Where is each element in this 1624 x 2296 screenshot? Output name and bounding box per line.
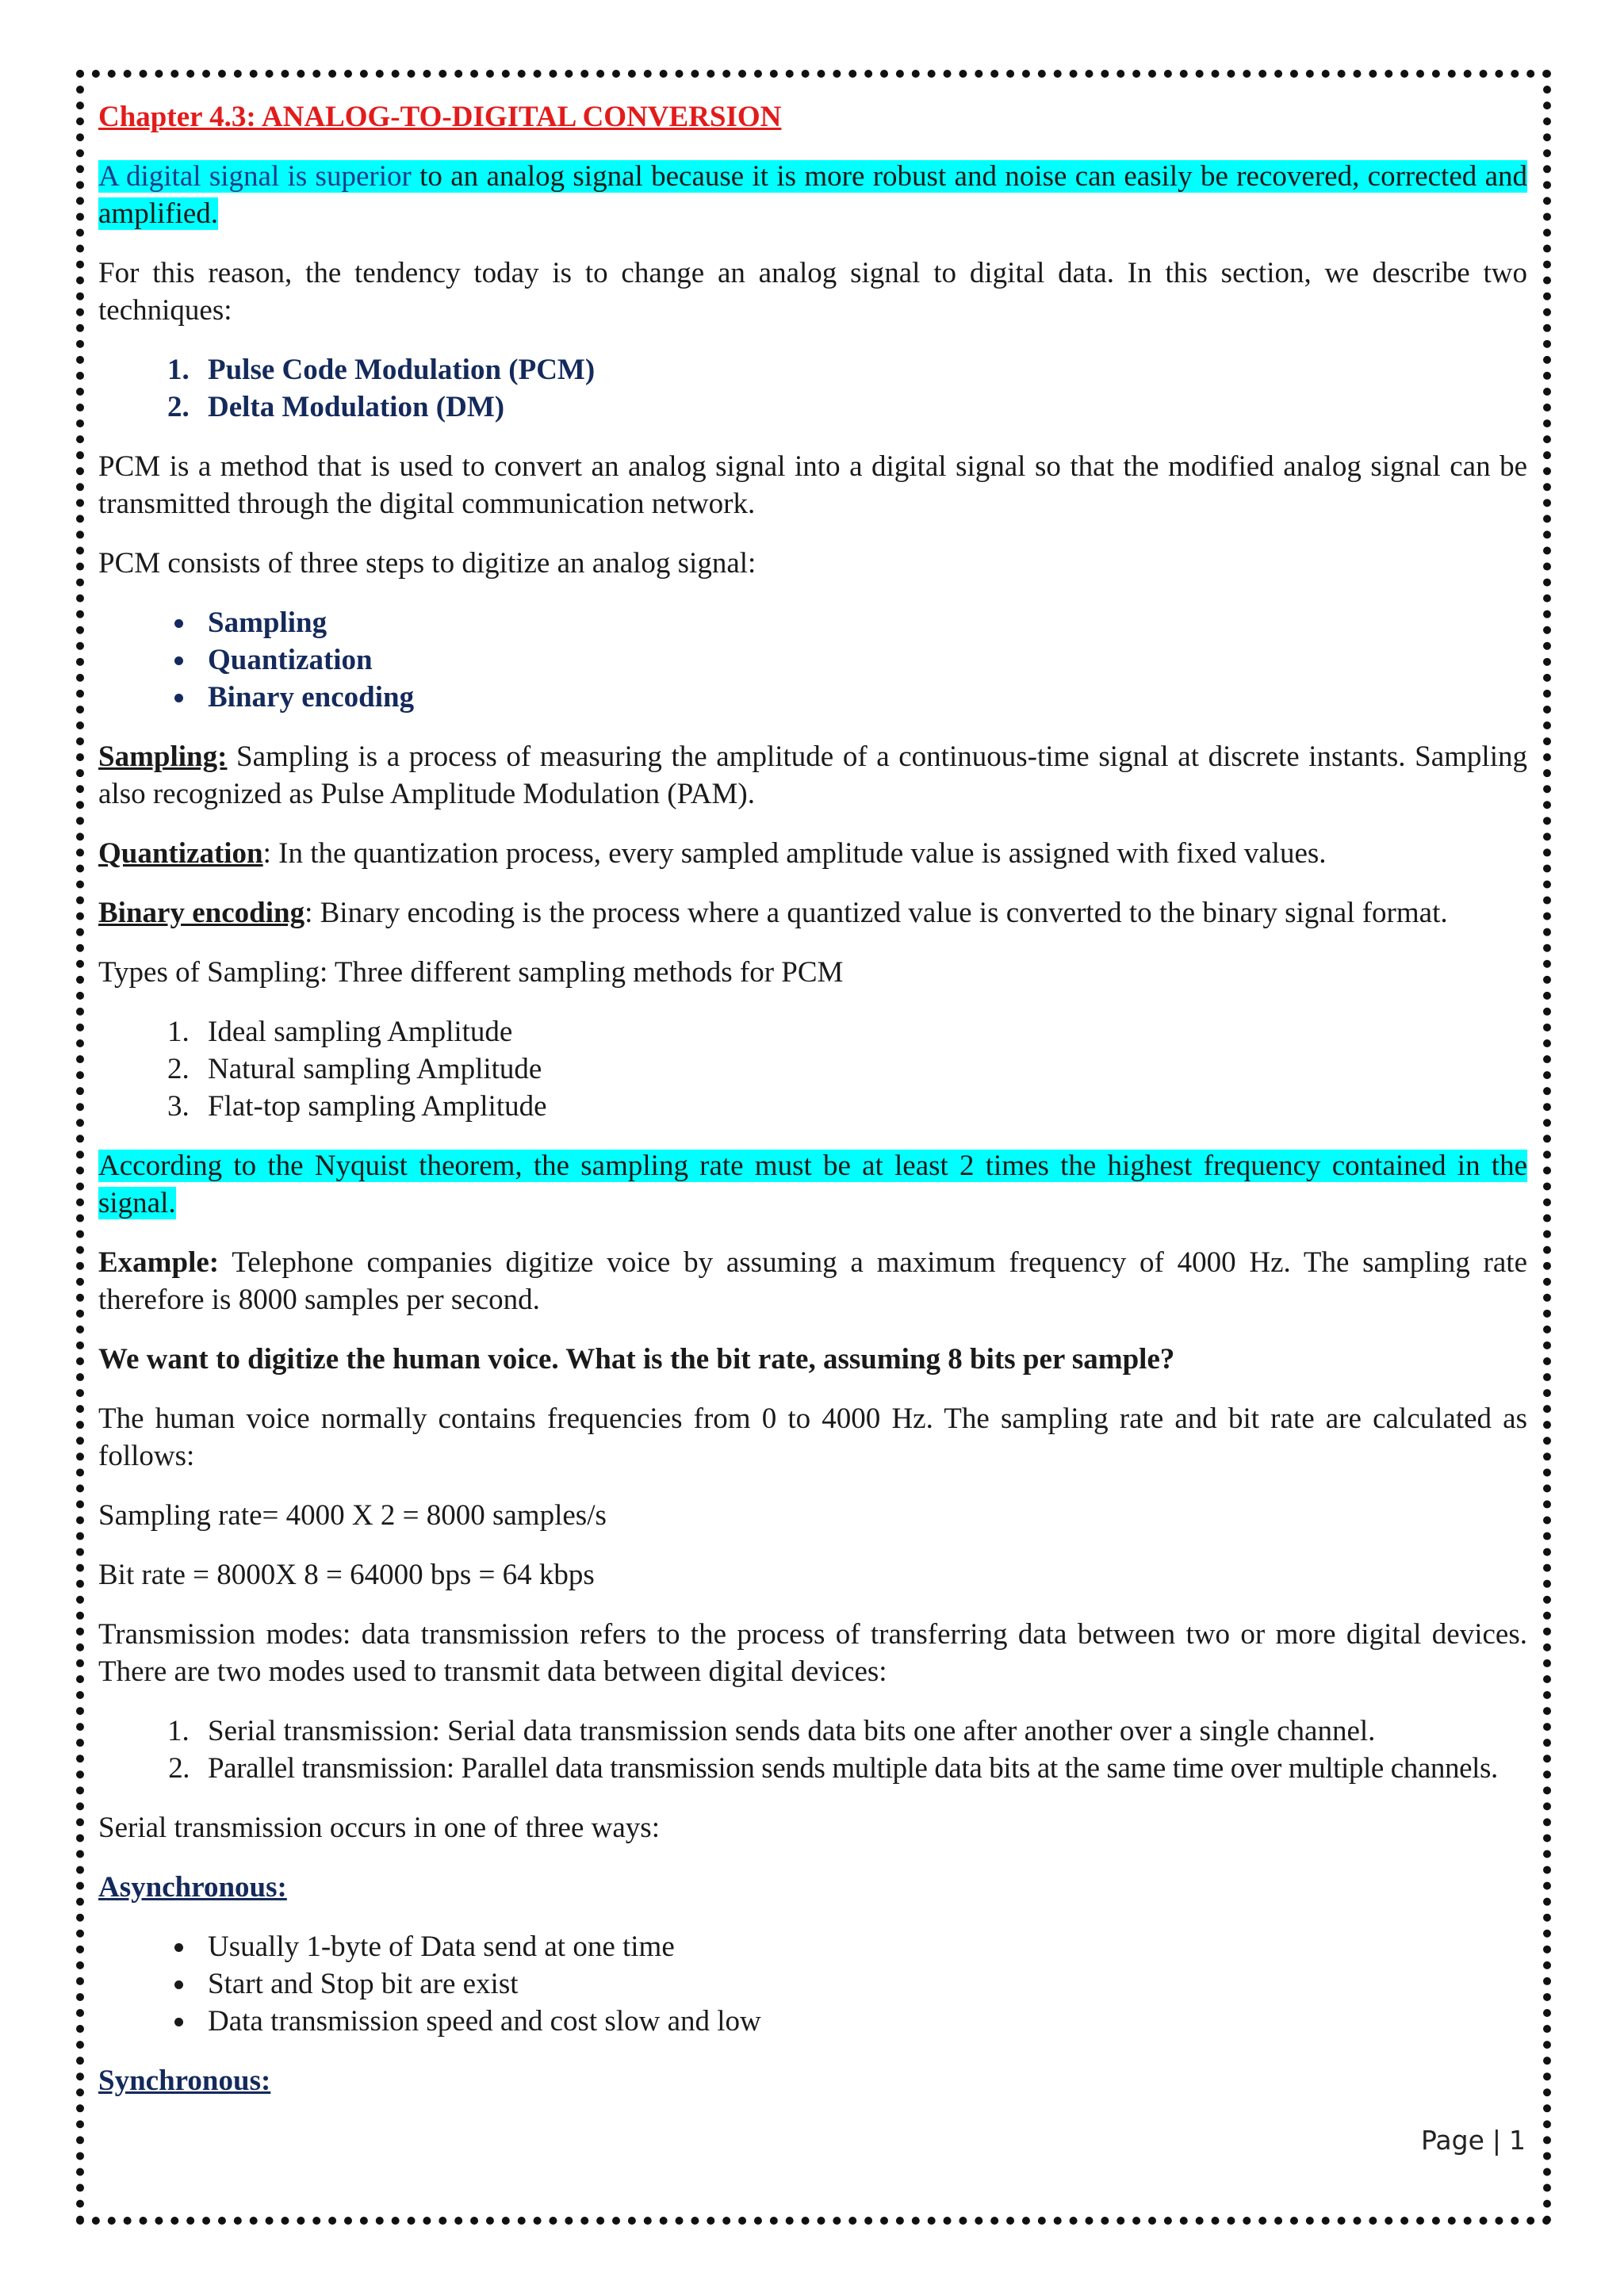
technique-item: 1. Pulse Code Modulation (PCM) <box>197 351 1527 388</box>
bit-rate-calc: Bit rate = 8000X 8 = 64000 bps = 64 kbps <box>98 1559 595 1591</box>
technique-item: 2. Delta Modulation (DM) <box>197 388 1527 426</box>
quantization-term: Quantization <box>98 837 263 870</box>
synchronous-heading: Synchronous: <box>98 2064 271 2097</box>
quantization-definition <box>98 835 1527 872</box>
sampling-rate-calc: Sampling rate= 4000 X 2 = 8000 samples/s <box>98 1499 607 1532</box>
answer-intro: The human voice normally contains frequencies from 0 to 4000 Hz. The sampling rate and bit rate are calculated as follows: <box>98 1402 1527 1472</box>
pcm-step-item: • Quantization <box>197 641 1527 679</box>
page-separator: | <box>1492 2125 1501 2156</box>
page-footer <box>1421 2125 1526 2156</box>
sampling-type-item: 1. Ideal sampling Amplitude <box>197 1013 1527 1050</box>
pcm-steps-list <box>98 604 1527 716</box>
sampling-type-item: 2. Natural sampling Amplitude <box>197 1050 1527 1088</box>
example-paragraph <box>98 1244 1527 1318</box>
sampling-text: Sampling is a process of measuring the amplitude of a continuous-time signal at discrete instants. Sampling also recognized as Pulse Amplitude Modulation (PAM). <box>98 740 1527 810</box>
transmission-mode-item: 1. Serial transmission: Serial data transmission sends data bits one after another over a single channel. <box>197 1712 1527 1750</box>
transmission-modes-list <box>98 1712 1527 1787</box>
page-number: 1 <box>1509 2125 1526 2156</box>
example-text: Telephone companies digitize voice by assuming a maximum frequency of 4000 Hz. The sampling rate therefore is 8000 samples per second. <box>98 1246 1527 1316</box>
binary-encoding-text: : Binary encoding is the process where a quantized value is converted to the binary signal format. <box>304 897 1448 929</box>
serial-ways-intro: Serial transmission occurs in one of three ways: <box>98 1812 660 1844</box>
intro-highlight <box>98 160 1527 230</box>
reason-paragraph: For this reason, the tendency today is to change an analog signal to digital data. In this section, we describe two techniques: <box>98 257 1527 327</box>
nyquist-highlight: According to the Nyquist theorem, the sampling rate must be at least 2 times the highest frequency contained in the signal. <box>98 1150 1527 1219</box>
intro-highlight-blue: A digital signal is superior <box>98 160 412 193</box>
sampling-definition <box>98 738 1527 813</box>
binary-encoding-term: Binary encoding <box>98 897 305 929</box>
sampling-term: Sampling: <box>98 740 228 773</box>
question-text: We want to digitize the human voice. What is the bit rate, assuming 8 bits per sample? <box>98 1343 1175 1376</box>
sampling-type-item: 3. Flat-top sampling Amplitude <box>197 1088 1527 1125</box>
document-body <box>98 98 1527 2122</box>
pcm-definition: PCM is a method that is used to convert an analog signal into a digital signal so that the modified analog signal can be transmitted through the digital communication network. <box>98 450 1527 520</box>
pcm-steps-intro: PCM consists of three steps to digitize an analog signal: <box>98 547 756 580</box>
intro-highlight-rest: to an analog signal because it is more robust and noise can easily be recovered, corrected and amplified. <box>98 160 1527 230</box>
question-paragraph <box>98 1341 1527 1378</box>
pcm-step-item: • Binary encoding <box>197 679 1527 716</box>
transmission-intro: Transmission modes: data transmission refers to the process of transferring data between two or more digital devices. There are two modes used to transmit data between digital devices: <box>98 1618 1527 1688</box>
asynchronous-heading: Asynchronous: <box>98 1871 287 1904</box>
asynchronous-list <box>98 1928 1527 2040</box>
sampling-types-intro: Types of Sampling: Three different sampling methods for PCM <box>98 956 844 989</box>
page-label: Page <box>1420 2125 1484 2156</box>
chapter-title: Chapter 4.3: ANALOG-TO-DIGITAL CONVERSION <box>98 101 782 133</box>
example-label: Example: <box>98 1246 220 1279</box>
intro-paragraph <box>98 158 1527 232</box>
quantization-text: : In the quantization process, every sampled amplitude value is assigned with fixed values. <box>262 837 1327 870</box>
transmission-mode-item: 2. Parallel transmission: Parallel data transmission sends multiple data bits at the same time over multiple channels. <box>197 1750 1527 1787</box>
asynchronous-item: • Start and Stop bit are exist <box>197 1965 1527 2003</box>
techniques-list <box>98 351 1527 426</box>
asynchronous-item: • Data transmission speed and cost slow and low <box>197 2003 1527 2040</box>
sampling-types-list <box>98 1013 1527 1125</box>
asynchronous-item: • Usually 1-byte of Data send at one time <box>197 1928 1527 1965</box>
pcm-step-item: • Sampling <box>197 604 1527 641</box>
nyquist-paragraph <box>98 1147 1527 1222</box>
binary-encoding-definition <box>98 894 1527 932</box>
